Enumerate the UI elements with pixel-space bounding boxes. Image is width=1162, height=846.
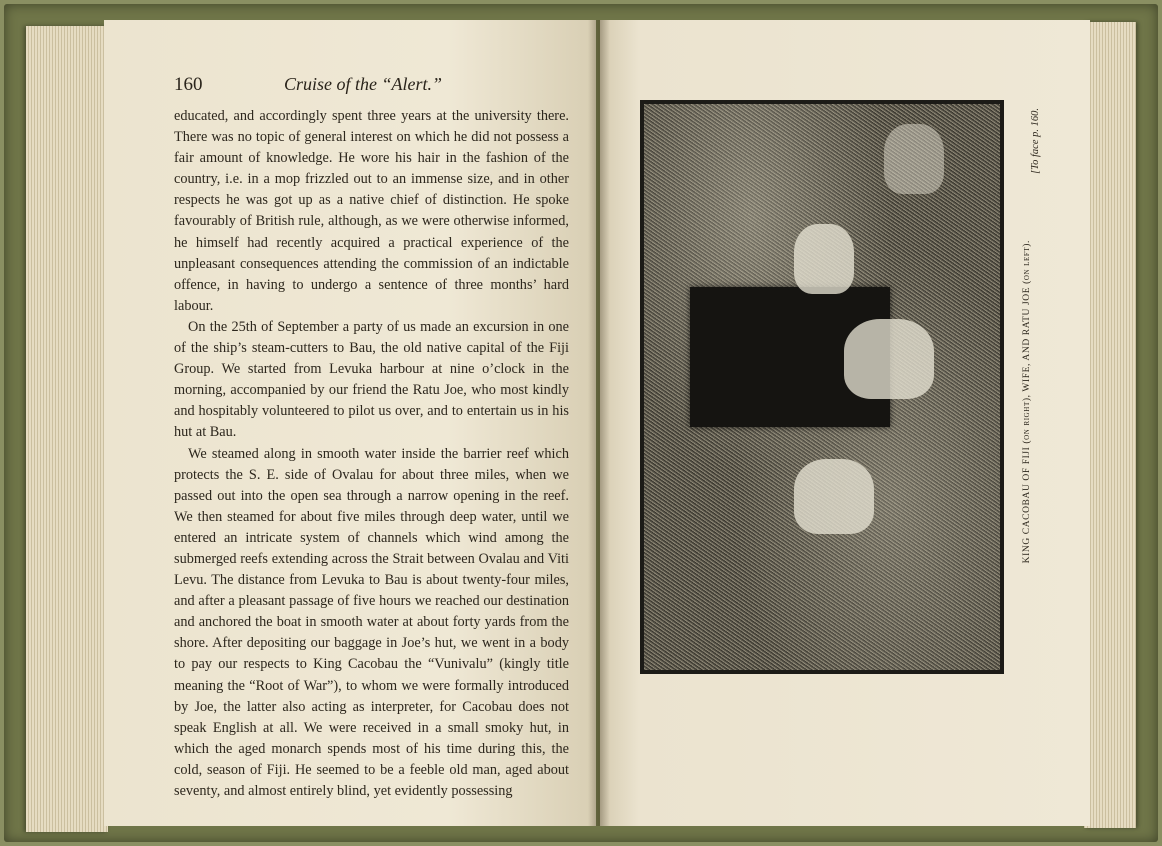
page-edges-left [26, 26, 108, 832]
book-gutter [588, 20, 610, 826]
paragraph: We steamed along in smooth water inside the barrier reef which protects the S. E. side of Ovalau for about three miles, when we passed out into the open sea through a narrow opening in the reef. We then steamed for about five miles through deep water, until we entered an intricate system of channels which wind among the submerged reefs extending across the Strait between Ovalau and Viti Levu. The distance from Levuka to Bau is about twenty-four miles, and after a pleasant passage of five hours we reached our destination and anchored the boat in smooth water at about forty yards from the shore. After depositing our baggage in Joe’s hut, we went in a body to pay our respects to King Cacobau the “Vunivalu” (kingly title meaning the “Root of War”), to whom we were formally introduced by Joe, the latter also acting as interpreter, for Cacobau does not speak English at all. We were received in a small smoky hut, in which the aged monarch spends most of his time during this, the cold, season of Fiji. He seemed to be a feeble old man, aged about seventy, and almost entirely blind, yet evidently possessing [174, 445, 569, 799]
running-head-title: Cruise of the “Alert.” [284, 74, 443, 94]
engraving-plate [640, 100, 1004, 674]
paragraph: On the 25th of September a party of us made an excursion in one of the ship’s steam-cutters to Bau, the old native capital of the Fiji Group. We started from Levuka harbour at nine o’clock in the morning, accompanied by our friend the Ratu Joe, who most kindly and hospitably volunteered to pilot us over, and to entertain us in his hut at Bau. [174, 318, 569, 441]
running-head [174, 74, 569, 98]
body-text [174, 106, 569, 802]
engraving-image [644, 104, 1000, 670]
paragraph: educated, and accordingly spent three years at the university there. There was no topic of general interest on which he did not possess a fair amount of knowledge. He wore his hair in the fashion of the country, i.e. in a mop frizzled out to an immense size, and in other respects he was got up as a native chief of distinction. He spoke favourably of British rule, although, as we were otherwise informed, he himself had recently acquired a practical experience of the unpleasant consequences attending the commission of an indictable offence, in having to undergo a sentence of three months’ hard labour. [174, 108, 569, 314]
page-number: 160 [174, 74, 203, 95]
figure-wife [844, 319, 934, 399]
plate-caption [1022, 240, 1046, 602]
figure-king [794, 224, 854, 294]
figure-background [884, 124, 944, 194]
plate-reference [1030, 108, 1052, 180]
page-edges-right [1084, 22, 1136, 828]
figure-ratu-joe [794, 459, 874, 534]
plate-caption-text: KING CACOBAU OF FIJI (on right), WIFE, AND RATU JOE (on left). [1022, 240, 1032, 564]
plate-reference-text: [To face p. 160. [1030, 108, 1041, 174]
